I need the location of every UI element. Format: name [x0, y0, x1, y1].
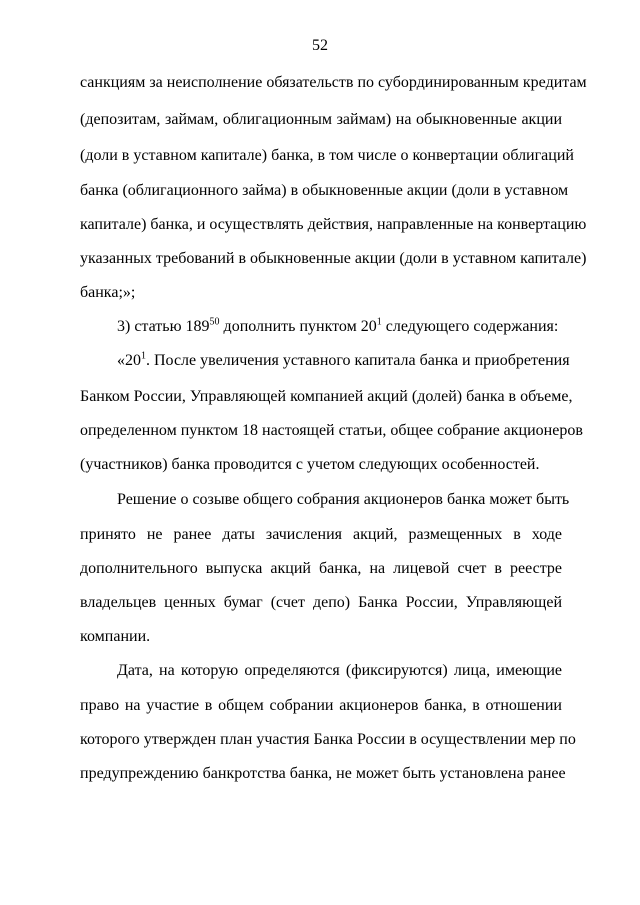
text-line: Дата, на которую определяются (фиксируются) лица, имеющие [117, 662, 562, 679]
text-line: Решение о созыве общего собрания акционеров банка может быть [117, 491, 570, 508]
clause-text: . После увеличения уставного капитала банка и приобретения [146, 352, 570, 369]
clause-open: «20 [117, 352, 141, 369]
text-line: (депозитам, займам, облигационным займам) на обыкновенные акции [80, 111, 562, 128]
text-line: санкциям за неисполнение обязательств по субординированным кредитам [80, 74, 587, 91]
item-3-text: следующего содержания: [381, 318, 559, 335]
text-line: указанных требований в обыкновенные акции (доли в уставном капитале) [80, 250, 587, 267]
text-line: капитале) банка, и осуществлять действия, направленные на конвертацию [80, 216, 587, 233]
article-superscript: 50 [209, 316, 220, 328]
text-line: которого утвержден план участия Банка России в осуществлении мер по [80, 731, 576, 748]
text-line: дополнительного выпуска акций банка, на лицевой счет в реестре [80, 560, 562, 577]
text-line: определенном пунктом 18 настоящей статьи, общее собрание акционеров [80, 422, 583, 439]
text-line: предупреждению банкротства банка, не может быть установлена ранее [80, 765, 566, 782]
text-line: (участников) банка проводится с учетом следующих особенностей. [80, 456, 540, 473]
text-line: Банком России, Управляющей компанией акций (долей) банка в объеме, [80, 388, 573, 405]
text-line: банка;»; [80, 284, 136, 301]
text-line: банка (облигационного займа) в обыкновенные акции (доли в уставном [80, 182, 569, 199]
item-3-text: 3) статью 189 [117, 318, 210, 335]
item-3-line [117, 318, 562, 336]
page-number: 52 [312, 37, 328, 54]
text-line: принято не ранее даты зачисления акций, размещенных в ходе [80, 526, 562, 543]
text-line: владельцев ценных бумаг (счет депо) Банка России, Управляющей [80, 594, 562, 611]
text-line: право на участие в общем собрании акционеров банка, в отношении [80, 697, 562, 714]
text-line: компании. [80, 628, 151, 645]
clause-superscript: 1 [141, 350, 146, 362]
point-superscript: 1 [376, 316, 382, 328]
text-line: (доли в уставном капитале) банка, в том числе о конвертации облигаций [80, 147, 574, 164]
clause-20-1-line [117, 350, 570, 370]
item-3-text: дополнить пунктом 20 [219, 318, 377, 335]
